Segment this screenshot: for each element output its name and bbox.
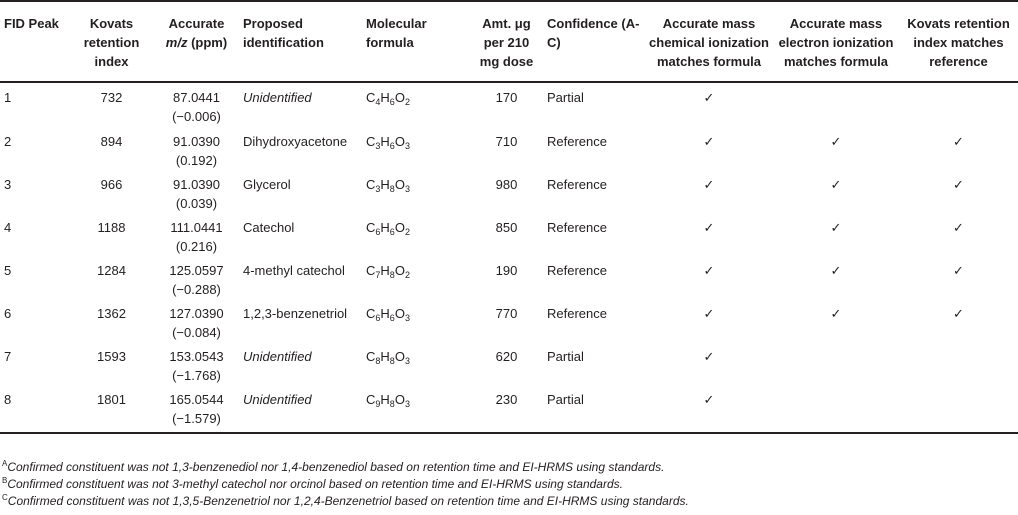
cell-ei-match bbox=[773, 347, 899, 390]
cell-formula bbox=[362, 390, 470, 433]
table-row bbox=[0, 261, 1018, 304]
ppm-value: (−1.768) bbox=[172, 368, 221, 383]
cell-peak bbox=[0, 82, 69, 132]
footnote-text: Confirmed constituent was not 1,3,5-Benzenetriol nor 1,2,4-Benzenetriol based on retention time and EI-HRMS using standards. bbox=[7, 494, 689, 508]
table-row bbox=[0, 132, 1018, 175]
cell-amount bbox=[470, 218, 543, 261]
formula-subscript: 6 bbox=[389, 227, 395, 237]
cell-ref-match bbox=[899, 261, 1018, 304]
cell-formula bbox=[362, 132, 470, 175]
cell-kovats bbox=[69, 82, 154, 132]
header-amount: Amt. μg per 210 mg dose bbox=[470, 1, 543, 82]
cell-mz bbox=[154, 82, 239, 132]
identification-value: Unidentified bbox=[243, 90, 312, 105]
check-icon: ✓ bbox=[703, 306, 715, 321]
cell-kovats bbox=[69, 218, 154, 261]
cell-mz bbox=[154, 390, 239, 433]
check-icon: ✓ bbox=[953, 306, 964, 321]
cell-mz bbox=[154, 304, 239, 347]
ppm-value: (−1.579) bbox=[172, 411, 221, 426]
confidence-value: Reference bbox=[547, 177, 607, 192]
cell-ci-match bbox=[645, 218, 773, 261]
footnotes bbox=[2, 459, 689, 510]
check-icon: ✓ bbox=[830, 306, 842, 321]
identification-value: 4-methyl catechol bbox=[243, 263, 345, 278]
formula-element: H bbox=[380, 90, 390, 105]
cell-formula bbox=[362, 82, 470, 132]
cell-peak bbox=[0, 390, 69, 433]
peak-value: 8 bbox=[4, 392, 12, 407]
cell-amount bbox=[470, 132, 543, 175]
confidence-value: Reference bbox=[547, 263, 607, 278]
ppm-value: (−0.084) bbox=[172, 325, 221, 340]
ppm-value: (0.039) bbox=[175, 196, 218, 211]
cell-formula bbox=[362, 304, 470, 347]
formula-subscript: 3 bbox=[404, 141, 410, 151]
mz-value: 91.0390 bbox=[173, 177, 220, 192]
formula-subscript: 6 bbox=[389, 141, 395, 151]
check-icon: ✓ bbox=[830, 177, 842, 192]
confidence-value: Reference bbox=[547, 134, 607, 149]
header-mz-post: (ppm) bbox=[187, 35, 228, 50]
table-row bbox=[0, 175, 1018, 218]
formula-element: C bbox=[366, 392, 376, 407]
cell-amount bbox=[470, 347, 543, 390]
check-icon: ✓ bbox=[830, 134, 842, 149]
cell-confidence bbox=[543, 218, 645, 261]
check-icon: ✓ bbox=[703, 90, 715, 105]
check-icon: ✓ bbox=[703, 392, 715, 407]
amount-value: 980 bbox=[495, 177, 518, 192]
formula-element: H bbox=[380, 392, 390, 407]
confidence-value: Partial bbox=[547, 349, 584, 364]
check-icon: ✓ bbox=[953, 134, 964, 149]
footnote-mark: C bbox=[2, 493, 8, 502]
formula-element: H bbox=[380, 306, 390, 321]
formula-element: O bbox=[394, 220, 405, 235]
cell-ci-match bbox=[645, 390, 773, 433]
cell-ref-match bbox=[899, 347, 1018, 390]
cell-formula bbox=[362, 261, 470, 304]
formula-subscript: 4 bbox=[375, 97, 381, 107]
peak-value: 3 bbox=[4, 177, 12, 192]
cell-identification bbox=[239, 82, 362, 132]
formula-subscript: 2 bbox=[404, 270, 410, 280]
header-ei-match: Accurate mass electron ionization matches formula bbox=[773, 1, 899, 82]
cell-ref-match bbox=[899, 218, 1018, 261]
footnote-text: Confirmed constituent was not 1,3-benzenediol nor 1,4-benzenediol based on retention time and EI-HRMS using standards. bbox=[7, 460, 665, 474]
cell-formula bbox=[362, 218, 470, 261]
kovats-value: 894 bbox=[100, 134, 123, 149]
amount-value: 190 bbox=[495, 263, 518, 278]
peak-value: 2 bbox=[4, 134, 12, 149]
kovats-value: 1188 bbox=[97, 220, 126, 235]
cell-confidence bbox=[543, 82, 645, 132]
formula-subscript: 3 bbox=[404, 184, 410, 194]
formula-subscript: 6 bbox=[389, 97, 395, 107]
header-ref-match: Kovats retention index matches reference bbox=[899, 1, 1018, 82]
cell-mz bbox=[154, 261, 239, 304]
footnote bbox=[2, 459, 689, 476]
header-confidence: Confidence (A-C) bbox=[543, 1, 645, 82]
cell-ci-match bbox=[645, 261, 773, 304]
cell-confidence bbox=[543, 390, 645, 433]
ppm-value: (0.192) bbox=[175, 153, 218, 168]
cell-confidence bbox=[543, 304, 645, 347]
formula-subscript: 3 bbox=[404, 399, 410, 409]
table-row bbox=[0, 82, 1018, 132]
confidence-value: Reference bbox=[547, 306, 607, 321]
formula-subscript: 8 bbox=[389, 270, 395, 280]
cell-amount bbox=[470, 304, 543, 347]
check-icon: ✓ bbox=[703, 220, 715, 235]
confidence-value: Partial bbox=[547, 392, 584, 407]
cell-mz bbox=[154, 218, 239, 261]
cell-amount bbox=[470, 82, 543, 132]
formula-subscript: 3 bbox=[404, 313, 410, 323]
cell-ref-match bbox=[899, 175, 1018, 218]
formula-element: O bbox=[394, 134, 405, 149]
mz-value: 125.0597 bbox=[169, 263, 224, 278]
cell-ei-match bbox=[773, 82, 899, 132]
identification-value: Unidentified bbox=[243, 349, 312, 364]
formula-element: O bbox=[394, 263, 405, 278]
table-body bbox=[0, 82, 1018, 433]
check-icon: ✓ bbox=[830, 263, 842, 278]
formula-element: C bbox=[366, 306, 376, 321]
formula-element: O bbox=[394, 306, 405, 321]
cell-identification bbox=[239, 218, 362, 261]
kovats-value: 732 bbox=[100, 90, 123, 105]
header-mz bbox=[154, 1, 239, 82]
identification-value: Glycerol bbox=[243, 177, 291, 192]
check-icon: ✓ bbox=[953, 177, 964, 192]
identification-value: Unidentified bbox=[243, 392, 312, 407]
mz-value: 153.0543 bbox=[169, 349, 224, 364]
amount-value: 710 bbox=[495, 134, 518, 149]
check-icon: ✓ bbox=[830, 220, 842, 235]
check-icon: ✓ bbox=[703, 177, 715, 192]
formula-element: C bbox=[366, 134, 376, 149]
peak-value: 4 bbox=[4, 220, 12, 235]
formula-element: C bbox=[366, 349, 376, 364]
cell-kovats bbox=[69, 304, 154, 347]
cell-kovats bbox=[69, 132, 154, 175]
table-row bbox=[0, 304, 1018, 347]
kovats-value: 1801 bbox=[97, 392, 126, 407]
cell-ref-match bbox=[899, 82, 1018, 132]
formula-element: H bbox=[380, 349, 390, 364]
formula-element: O bbox=[394, 90, 405, 105]
footnote-text: Confirmed constituent was not 3-methyl catechol nor orcinol based on retention time and EI-HRMS using standards. bbox=[7, 477, 623, 491]
cell-mz bbox=[154, 175, 239, 218]
identification-value: Catechol bbox=[243, 220, 295, 235]
header-row bbox=[0, 1, 1018, 82]
kovats-value: 1362 bbox=[97, 306, 126, 321]
cell-ci-match bbox=[645, 132, 773, 175]
formula-subscript: 6 bbox=[389, 313, 395, 323]
footnote-mark: B bbox=[2, 476, 8, 485]
formula-subscript: 6 bbox=[375, 227, 381, 237]
cell-peak bbox=[0, 175, 69, 218]
mz-value: 91.0390 bbox=[173, 134, 220, 149]
formula-element: C bbox=[366, 220, 376, 235]
header-formula: Molecular formula bbox=[362, 1, 470, 82]
cell-identification bbox=[239, 132, 362, 175]
amount-value: 620 bbox=[495, 349, 518, 364]
formula-subscript: 3 bbox=[404, 356, 410, 366]
amount-value: 850 bbox=[495, 220, 518, 235]
cell-ei-match bbox=[773, 390, 899, 433]
cell-identification bbox=[239, 390, 362, 433]
check-icon: ✓ bbox=[703, 134, 715, 149]
header-peak: FID Peak bbox=[0, 1, 69, 82]
ppm-value: (−0.006) bbox=[172, 109, 221, 124]
formula-subscript: 8 bbox=[389, 184, 395, 194]
formula-element: H bbox=[380, 177, 390, 192]
formula-subscript: 8 bbox=[389, 356, 395, 366]
cell-ei-match bbox=[773, 261, 899, 304]
cell-kovats bbox=[69, 261, 154, 304]
formula-subscript: 2 bbox=[404, 227, 410, 237]
cell-ci-match bbox=[645, 175, 773, 218]
cell-confidence bbox=[543, 261, 645, 304]
peak-value: 1 bbox=[4, 90, 12, 105]
formula-subscript: 3 bbox=[375, 141, 381, 151]
kovats-value: 1284 bbox=[97, 263, 126, 278]
cell-ref-match bbox=[899, 304, 1018, 347]
check-icon: ✓ bbox=[703, 263, 715, 278]
footnote bbox=[2, 476, 689, 493]
kovats-value: 1593 bbox=[97, 349, 126, 364]
cell-confidence bbox=[543, 175, 645, 218]
check-icon: ✓ bbox=[953, 220, 964, 235]
ppm-value: (−0.288) bbox=[172, 282, 221, 297]
amount-value: 770 bbox=[495, 306, 518, 321]
cell-peak bbox=[0, 347, 69, 390]
cell-ci-match bbox=[645, 304, 773, 347]
identification-value: 1,2,3-benzenetriol bbox=[243, 306, 348, 321]
formula-element: H bbox=[380, 134, 390, 149]
formula-subscript: 8 bbox=[389, 399, 395, 409]
peak-value: 5 bbox=[4, 263, 12, 278]
formula-element: H bbox=[380, 220, 390, 235]
cell-amount bbox=[470, 261, 543, 304]
mz-value: 111.0441 bbox=[170, 220, 223, 235]
formula-subscript: 7 bbox=[375, 270, 381, 280]
cell-peak bbox=[0, 261, 69, 304]
amount-value: 230 bbox=[495, 392, 518, 407]
mz-value: 87.0441 bbox=[173, 90, 220, 105]
cell-kovats bbox=[69, 175, 154, 218]
formula-subscript: 6 bbox=[375, 313, 381, 323]
ppm-value: (0.216) bbox=[175, 239, 218, 254]
header-mz-italic: m/z bbox=[165, 35, 188, 50]
amount-value: 170 bbox=[495, 90, 518, 105]
cell-identification bbox=[239, 261, 362, 304]
formula-element: C bbox=[366, 90, 376, 105]
formula-element: C bbox=[366, 177, 376, 192]
header-kovats: Kovats retention index bbox=[69, 1, 154, 82]
cell-confidence bbox=[543, 347, 645, 390]
formula-element: O bbox=[394, 177, 405, 192]
cell-mz bbox=[154, 347, 239, 390]
cell-ref-match bbox=[899, 390, 1018, 433]
cell-amount bbox=[470, 175, 543, 218]
identification-value: Dihydroxyacetone bbox=[243, 134, 348, 149]
cell-ei-match bbox=[773, 304, 899, 347]
cell-kovats bbox=[69, 390, 154, 433]
formula-element: H bbox=[380, 263, 390, 278]
header-identification: Proposed identification bbox=[239, 1, 362, 82]
confidence-value: Partial bbox=[547, 90, 584, 105]
formula-element: O bbox=[394, 349, 405, 364]
mz-value: 127.0390 bbox=[169, 306, 224, 321]
cell-identification bbox=[239, 304, 362, 347]
footnote-mark: A bbox=[2, 459, 8, 468]
table-row bbox=[0, 390, 1018, 433]
cell-identification bbox=[239, 347, 362, 390]
formula-subscript: 9 bbox=[375, 399, 381, 409]
cell-peak bbox=[0, 304, 69, 347]
cell-formula bbox=[362, 175, 470, 218]
formula-subscript: 2 bbox=[404, 97, 410, 107]
cell-mz bbox=[154, 132, 239, 175]
cell-ei-match bbox=[773, 218, 899, 261]
cell-kovats bbox=[69, 347, 154, 390]
cell-peak bbox=[0, 132, 69, 175]
check-icon: ✓ bbox=[703, 349, 715, 364]
cell-identification bbox=[239, 175, 362, 218]
peak-value: 6 bbox=[4, 306, 12, 321]
check-icon: ✓ bbox=[953, 263, 964, 278]
cell-peak bbox=[0, 218, 69, 261]
confidence-value: Reference bbox=[547, 220, 607, 235]
cell-ref-match bbox=[899, 132, 1018, 175]
formula-element: O bbox=[394, 392, 405, 407]
formula-subscript: 3 bbox=[375, 184, 381, 194]
cell-ci-match bbox=[645, 82, 773, 132]
mz-value: 165.0544 bbox=[169, 392, 224, 407]
table-row bbox=[0, 347, 1018, 390]
header-mz-pre: Accurate bbox=[168, 16, 225, 31]
cell-formula bbox=[362, 347, 470, 390]
cell-ci-match bbox=[645, 347, 773, 390]
table-row bbox=[0, 218, 1018, 261]
header-ci-match: Accurate mass chemical ionization matches formula bbox=[645, 1, 773, 82]
kovats-value: 966 bbox=[100, 177, 123, 192]
cell-confidence bbox=[543, 132, 645, 175]
cell-ei-match bbox=[773, 132, 899, 175]
footnote bbox=[2, 493, 689, 510]
formula-subscript: 8 bbox=[375, 356, 381, 366]
cell-ei-match bbox=[773, 175, 899, 218]
formula-element: C bbox=[366, 263, 376, 278]
cell-amount bbox=[470, 390, 543, 433]
peak-value: 7 bbox=[4, 349, 12, 364]
